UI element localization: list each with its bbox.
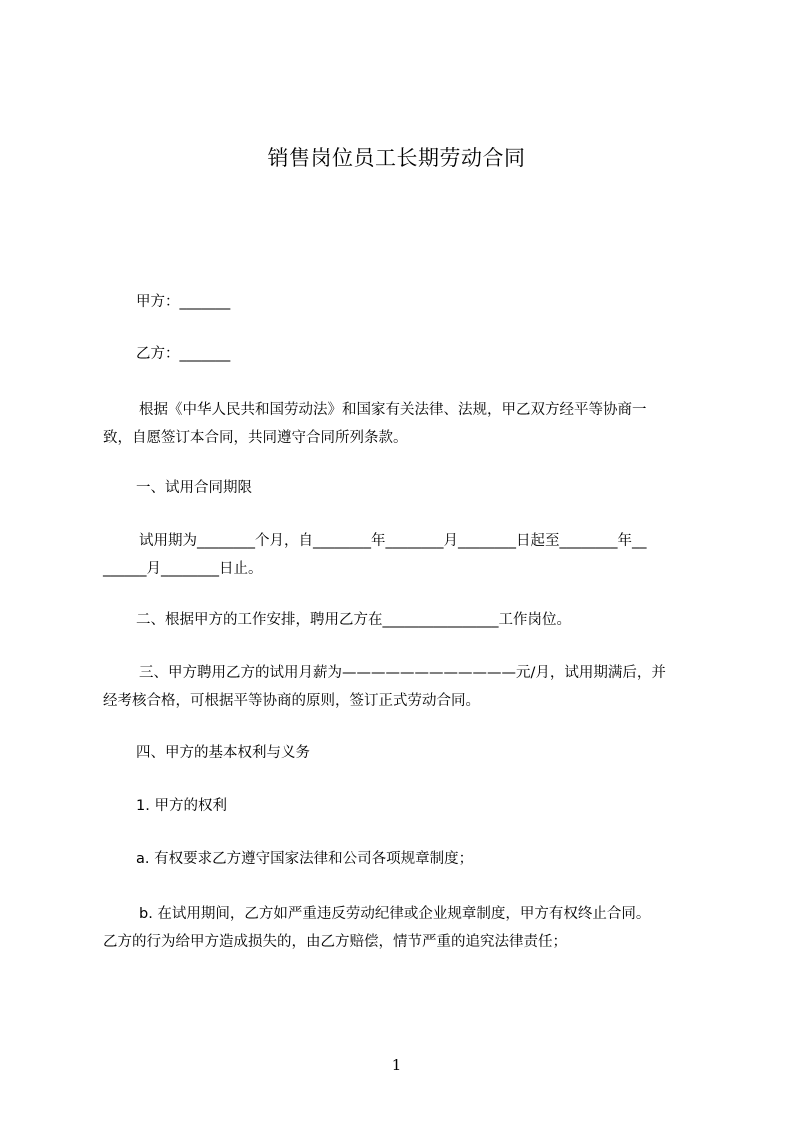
page-number: 1	[391, 1056, 402, 1074]
right-a-item: a. 有权要求乙方遵守国家法律和公司各项规章制度；	[136, 851, 474, 867]
section-3-line-2: 经考核合格，可根据平等协商的原则，签订正式劳动合同。	[103, 693, 480, 709]
rights-heading: 1. 甲方的权利	[136, 798, 227, 814]
section-2-paragraph: 二、根据甲方的工作安排，聘用乙方在________________工作岗位。	[136, 612, 571, 628]
section-4-heading: 四、甲方的基本权利与义务	[136, 745, 310, 761]
section-1-body	[103, 527, 703, 583]
right-b-line-2: 乙方的行为给甲方造成损失的，由乙方赔偿，情节严重的追究法律责任；	[103, 934, 567, 950]
section-1-heading: 一、试用合同期限	[136, 480, 252, 496]
intro-line-1: 根据《中华人民共和国劳动法》和国家有关法律、法规，甲乙双方经平等协商一	[139, 402, 647, 418]
section-1-line-1: 试用期为________个月，自________年________月________日起至________年__	[139, 533, 647, 549]
intro-paragraph	[103, 396, 703, 452]
party-a-line: 甲方：_______	[136, 294, 231, 310]
intro-line-2: 致，自愿签订本合同，共同遵守合同所列条款。	[103, 430, 408, 446]
right-b-line-1: b. 在试用期间，乙方如严重违反劳动纪律或企业规章制度，甲方有权终止合同。	[139, 906, 651, 922]
section-3-paragraph	[103, 659, 703, 715]
document-title: 销售岗位员工长期劳动合同	[267, 146, 526, 170]
right-b-item	[103, 900, 703, 956]
section-3-line-1: 三、甲方聘用乙方的试用月薪为————————————元/月，试用期满后，并	[139, 665, 666, 681]
party-b-line: 乙方：_______	[136, 346, 231, 362]
section-1-line-2: ______月________日止。	[103, 561, 263, 577]
